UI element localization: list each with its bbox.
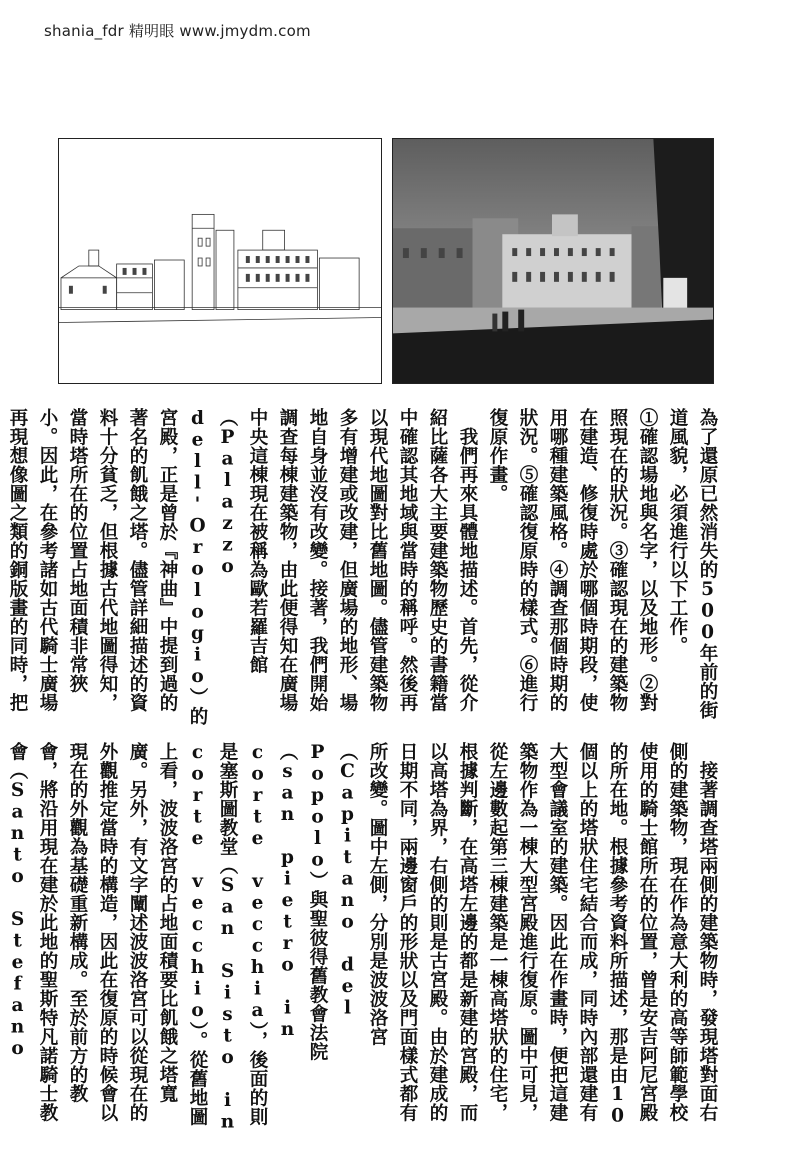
paragraph: 接著調查塔兩側的建築物時，發現塔對面右側的建築物，現在作為意大利的高等師範學校使用的騎士館所在的位置，曾是安吉阿尼宮殿的所在地。根據參考資料所描述，那是由10個以上的塔狀住宅結合而成，同時內部還建有大型會議室的建築。因此在作畫時，便把這建築物作為一棟大型宮殿進行復原。圖中可見，從左邊數起第三棟建築是一棟高塔狀的住宅，根據判斷，在高塔左邊的都是新建的宮殿，而以高塔為界，右側的則是古宮殿。由於建成的日期不同，兩邊窗戶的形狀以及門面樣式都有所改變。圖中左側，分別是波波洛宮（Capitano del Popolo）與聖彼得舊教會法院（san pietro in corte vecchia），後面的則是塞斯圖教堂（San Sisto in corte vecchio）。從舊地圖上看，波波洛宮的占地面積要比飢餓之塔寬廣。另外，有文字闡述波波洛宮可以從現在的外觀推定當時的構造，因此在復原的時候會以現在的外觀為基礎重新構成。至於前方的教會，將沿用現在建於此地的聖斯特凡諾騎士教會（Santo Stefano [7, 742, 718, 1133]
line-drawing-svg [59, 139, 381, 383]
text-block-top [7, 408, 722, 728]
piazza-photo [392, 138, 714, 384]
watermark-text: shania_fdr 精明眼 www.jmydm.com [44, 22, 311, 40]
paragraph: 我們再來具體地描述。首先，從介紹比薩各大主要建築物歷史的書籍當中確認其地域與當時的稱呼。然後再以現代地圖對比舊地圖。儘管建築物多有增建或改建，但廣場的地形、場地自身並沒有改變。接著，我們開始調查每棟建築物，由此便得知在廣場中央這棟現在被稱為歐若羅吉館（Palazzo dell'Orologio）的宮殿，正是曾於『神曲』中提到過的著名的飢餓之塔。儘管詳細描述的資料十分貧乏，但根據古代地圖得知，當時塔所在的位置占地面積非常狹小。因此，在參考諸如古代騎士廣場再現想像圖之類的銅版畫的同時，把 [7, 408, 478, 726]
photo-svg [393, 139, 713, 383]
paragraph: 為了還原已然消失的500年前的街道風貌，必須進行以下工作。 [667, 408, 718, 720]
text-block-bottom [7, 742, 722, 1134]
paragraph: ①確認場地與名字，以及地形。②對照現在的狀況。③確認現在的建築物在建造、修復時處於哪個時期段，使用哪種建築風格。④調查那個時期的狀況。⑤確認復原時的樣式。⑥進行復原作畫。 [487, 408, 658, 712]
townscape-line-drawing [58, 138, 382, 384]
